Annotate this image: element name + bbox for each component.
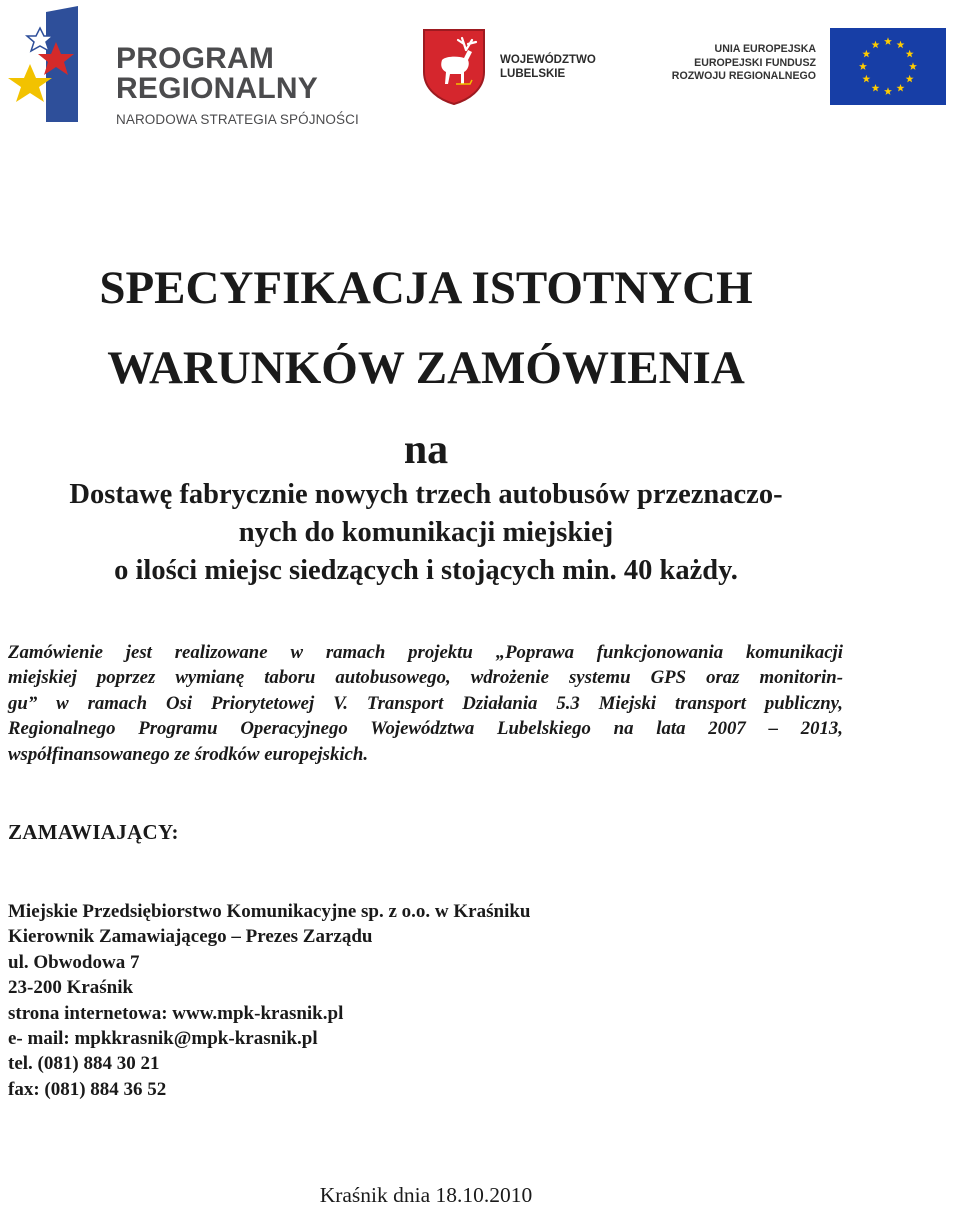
company-street: ul. Obwodowa 7 xyxy=(8,951,140,973)
project-line-4: Regionalnego Programu Operacyjnego Województwa Lubelskiego na lata 2007 – 2013, xyxy=(8,718,843,740)
company-name: Miejskie Przedsiębiorstwo Komunikacyjne sp. z o.o. w Kraśniku xyxy=(8,901,531,922)
logo-line-lubelskie: LUBELSKIE xyxy=(500,68,566,80)
wojewodztwo-lubelskie-logo xyxy=(420,26,620,106)
company-phone: tel. (081) 884 30 21 xyxy=(8,1053,160,1075)
logo-line-unia: UNIA EUROPEJSKA xyxy=(714,43,816,55)
subject-line-1: Dostawę fabrycznie nowych trzech autobusów przeznaczo- xyxy=(69,479,783,510)
logo-line-wojewodztwo: WOJEWÓDZTWO xyxy=(500,54,596,66)
project-description xyxy=(8,640,843,767)
logo-line-program: PROGRAM xyxy=(116,42,275,75)
eu-fund-text xyxy=(640,43,816,84)
logo-line-strategia: NARODOWA STRATEGIA SPÓJNOŚCI xyxy=(116,112,359,127)
company-website: strona internetowa: www.mpk-krasnik.pl xyxy=(8,1002,344,1024)
company-fax: fax: (081) 884 36 52 xyxy=(8,1078,167,1100)
program-regionalny-text xyxy=(116,44,359,127)
logo-line-rozwoju: ROZWOJU REGIONALNEGO xyxy=(671,70,816,82)
lubelskie-coat-of-arms-icon xyxy=(420,26,488,106)
project-line-2: miejskiej poprzez wymianę taboru autobusowego, wdrożenie systemu GPS oraz monitorin- xyxy=(8,667,843,689)
project-line-1: Zamówienie jest realizowane w ramach projektu „Poprawa funkcjonowania komunikacji xyxy=(8,642,843,663)
place-and-date: Kraśnik dnia 18.10.2010 xyxy=(319,1183,533,1207)
project-line-5: współfinansowanego ze środków europejskich. xyxy=(8,743,369,765)
company-manager: Kierownik Zamawiającego – Prezes Zarządu xyxy=(8,926,373,948)
program-regionalny-emblem-icon xyxy=(8,6,88,126)
title-line-na: na xyxy=(403,427,449,473)
order-subject xyxy=(0,476,852,590)
subject-line-3: o ilości miejsc siedzących i stojących min. 40 każdy. xyxy=(114,555,738,586)
contracting-authority-heading: ZAMAWIAJĄCY: xyxy=(8,820,179,844)
eu-flag-icon xyxy=(830,28,946,105)
title-line-1: SPECYFIKACJA ISTOTNYCH xyxy=(99,262,753,314)
company-email: e- mail: mpkkrasnik@mpk-krasnik.pl xyxy=(8,1028,318,1050)
title-line-2: WARUNKÓW ZAMÓWIENIA xyxy=(107,342,745,394)
wojewodztwo-text xyxy=(500,53,596,81)
logo-line-fundusz: EUROPEJSKI FUNDUSZ xyxy=(694,56,816,69)
logo-line-regionalny: REGIONALNY xyxy=(116,72,319,105)
program-regionalny-logo xyxy=(8,6,368,126)
project-line-3: gu” w ramach Osi Priorytetowej V. Transport Działania 5.3 Miejski transport publiczny, xyxy=(8,692,843,714)
contracting-authority-details xyxy=(8,899,531,1102)
subject-line-2: nych do komunikacji miejskiej xyxy=(238,517,614,548)
company-postal-city: 23-200 Kraśnik xyxy=(8,977,134,999)
